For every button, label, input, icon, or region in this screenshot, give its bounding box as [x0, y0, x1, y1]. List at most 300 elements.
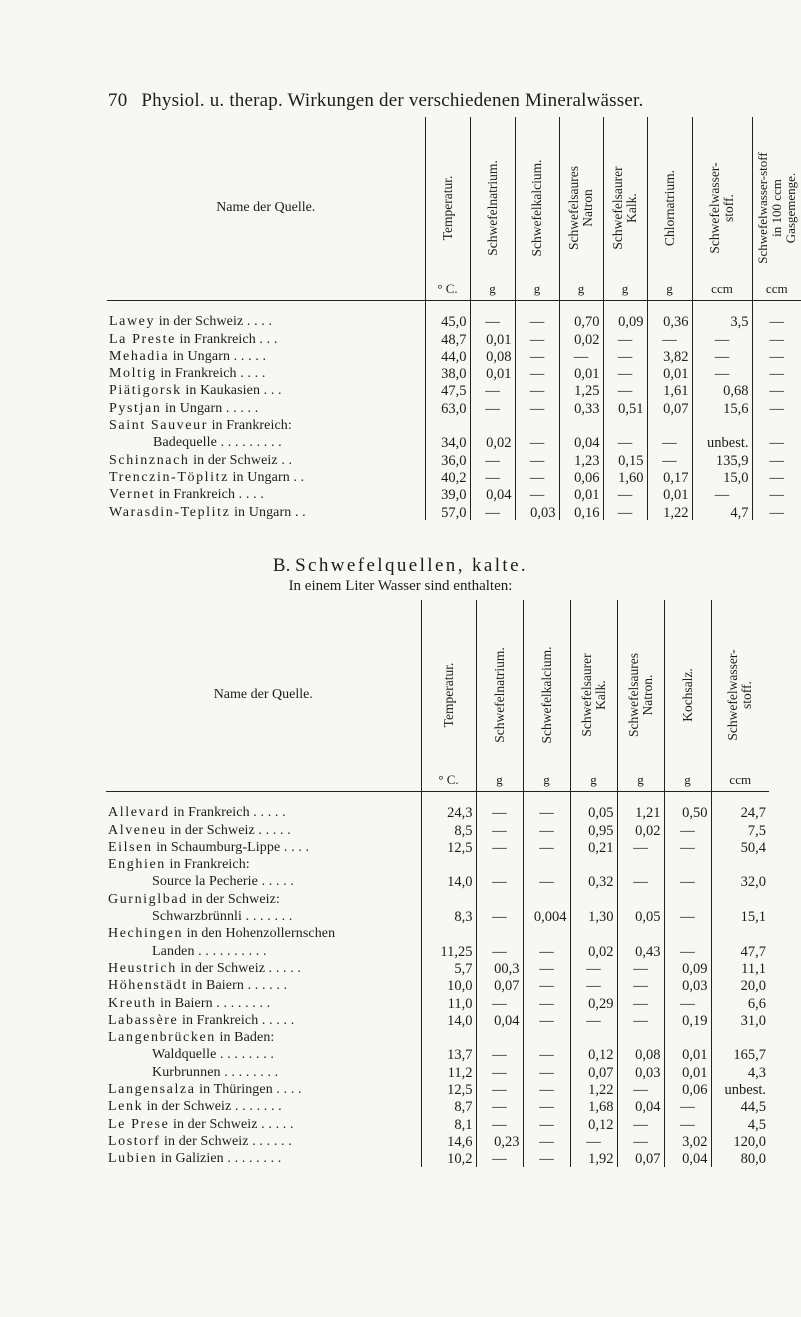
table-row [106, 804, 769, 821]
value-cell: 57,0 [425, 503, 470, 520]
value-cell: — [476, 838, 523, 855]
spring-place: Lostorf [108, 1133, 161, 1149]
section-title [0, 555, 801, 577]
section-heading: Schwefelquellen, kalte. [295, 555, 529, 576]
value-cell: — [476, 994, 523, 1011]
table-row [106, 1098, 769, 1115]
value-cell: 4,3 [711, 1063, 769, 1080]
value-cell: 1,25 [559, 382, 603, 399]
value-cell [523, 1028, 570, 1045]
value-cell: — [523, 1098, 570, 1115]
column-header: Schwefelwasser-stoff in 100 ccm Gasgemenge. ccm [752, 117, 801, 300]
value-cell [711, 1028, 769, 1045]
value-cell: 0,07 [647, 399, 692, 416]
value-cell: — [647, 451, 692, 468]
value-cell: 14,0 [421, 873, 476, 890]
column-header: Schwefelsaures Natron. g [617, 600, 664, 791]
column-header: Chlornatrium. g [647, 117, 692, 300]
value-cell: 63,0 [425, 399, 470, 416]
table-row [106, 838, 769, 855]
value-cell: — [664, 873, 711, 890]
spring-name [107, 468, 425, 485]
spring-name [106, 1098, 421, 1115]
value-cell [425, 416, 470, 433]
value-cell: — [617, 959, 664, 976]
value-cell [664, 890, 711, 907]
value-cell: 0,07 [476, 976, 523, 993]
value-cell: 0,03 [664, 976, 711, 993]
spring-location: in Galizien . . . . . . . . [157, 1151, 282, 1167]
value-cell: 3,02 [664, 1132, 711, 1149]
value-cell: 0,16 [559, 503, 603, 520]
value-cell: — [476, 1063, 523, 1080]
table-row [106, 1011, 769, 1028]
value-cell: 15,6 [692, 399, 752, 416]
spring-place: Warasdin-Teplitz [109, 504, 231, 520]
value-cell: 0,01 [647, 485, 692, 502]
value-cell: 0,01 [470, 364, 515, 381]
spring-location: in Thüringen . . . . [195, 1082, 302, 1098]
value-cell: — [515, 382, 559, 399]
value-cell: 32,0 [711, 873, 769, 890]
value-cell [570, 855, 617, 872]
value-cell: 0,23 [476, 1132, 523, 1149]
spring-name [106, 1132, 421, 1149]
value-cell: 11,0 [421, 994, 476, 1011]
value-cell: — [523, 942, 570, 959]
value-cell: 8,3 [421, 907, 476, 924]
column-header: Schwefelnatrium. g [476, 600, 523, 791]
value-cell: — [470, 313, 515, 330]
value-cell [570, 890, 617, 907]
spring-location: Kurbrunnen . . . . . . . . [152, 1064, 279, 1080]
value-cell: — [476, 821, 523, 838]
value-cell: 0,12 [570, 1046, 617, 1063]
spring-location: Landen . . . . . . . . . . [152, 943, 267, 959]
value-cell: — [523, 1115, 570, 1132]
value-cell [570, 925, 617, 942]
spring-name [106, 942, 421, 959]
table-row [107, 485, 801, 502]
spring-location: in der Schweiz . . . . . . . [143, 1099, 282, 1115]
value-cell: 11,1 [711, 959, 769, 976]
value-cell: — [752, 399, 801, 416]
value-cell: — [523, 1046, 570, 1063]
value-cell: — [523, 1132, 570, 1149]
value-cell: 11,2 [421, 1063, 476, 1080]
table-row [106, 959, 769, 976]
value-cell: 1,21 [617, 804, 664, 821]
spring-name [106, 1011, 421, 1028]
section-subtitle: In einem Liter Wasser sind enthalten: [288, 578, 513, 594]
value-cell: — [752, 451, 801, 468]
spring-name [106, 1046, 421, 1063]
value-cell [752, 416, 801, 433]
table-row [106, 907, 769, 924]
value-cell: 45,0 [425, 313, 470, 330]
value-cell: — [523, 1080, 570, 1097]
value-cell: — [692, 347, 752, 364]
table-row [106, 1063, 769, 1080]
value-cell: — [515, 330, 559, 347]
column-header: Schwefelwasser-stoff. ccm [711, 600, 769, 791]
value-cell: — [603, 434, 647, 451]
spring-place: Trenczin-Töplitz [109, 469, 229, 485]
value-cell: 1,68 [570, 1098, 617, 1115]
value-cell: — [570, 976, 617, 993]
value-cell: — [523, 1011, 570, 1028]
value-cell: 0,15 [603, 451, 647, 468]
value-cell: 0,36 [647, 313, 692, 330]
spring-location: in Schaumburg-Lippe . . . . [152, 839, 310, 855]
spring-place: Lubien [108, 1151, 158, 1167]
spring-name [106, 1080, 421, 1097]
value-cell: 1,61 [647, 382, 692, 399]
spring-place: La Preste [109, 331, 176, 347]
running-header [108, 90, 643, 112]
value-cell: 0,06 [664, 1080, 711, 1097]
value-cell [711, 925, 769, 942]
value-cell: 0,19 [664, 1011, 711, 1028]
spring-location: Source la Pecherie . . . . . [152, 874, 294, 890]
value-cell: 1,22 [570, 1080, 617, 1097]
value-cell: — [470, 503, 515, 520]
value-cell: — [752, 434, 801, 451]
column-header: Schwefelnatrium. g [470, 117, 515, 300]
value-cell: — [752, 503, 801, 520]
column-header: Temperatur. ° C. [425, 117, 470, 300]
spring-place: Kreuth [108, 995, 157, 1011]
spring-location: in Frankreich . . . . . [178, 1012, 295, 1028]
spring-place: Schinznach [109, 452, 190, 468]
value-cell: — [523, 994, 570, 1011]
value-cell: 40,2 [425, 468, 470, 485]
spring-name [106, 804, 421, 821]
table-row [107, 382, 801, 399]
value-cell: 1,60 [603, 468, 647, 485]
section-letter: B. [272, 555, 291, 576]
value-cell: — [523, 821, 570, 838]
value-cell: 0,08 [617, 1046, 664, 1063]
value-cell [664, 1028, 711, 1045]
spring-location: Badequelle . . . . . . . . . [153, 435, 282, 451]
column-header: Schwefelsaurer Kalk. g [570, 600, 617, 791]
value-cell: 47,7 [711, 942, 769, 959]
column-header: Schwefelkalcium. g [523, 600, 570, 791]
table-row [106, 942, 769, 959]
value-cell: — [664, 1115, 711, 1132]
value-cell: 0,17 [647, 468, 692, 485]
value-cell: — [515, 451, 559, 468]
value-cell: — [603, 364, 647, 381]
spring-place: Hechingen [108, 926, 184, 942]
value-cell: — [515, 347, 559, 364]
table-row [107, 451, 801, 468]
spring-location: in Ungarn . . . . . [169, 348, 267, 364]
table-row [106, 890, 769, 907]
spring-location: Schwarzbrünnli . . . . . . . [152, 909, 293, 925]
spring-name [106, 1028, 421, 1045]
value-cell: — [752, 313, 801, 330]
value-cell: 0,01 [664, 1046, 711, 1063]
value-cell [470, 416, 515, 433]
value-cell: 0,04 [559, 434, 603, 451]
value-cell: — [603, 330, 647, 347]
value-cell [421, 1028, 476, 1045]
value-cell: — [664, 1098, 711, 1115]
value-cell: 31,0 [711, 1011, 769, 1028]
spring-name [107, 451, 425, 468]
column-header: Schwefelsaurer Kalk. g [603, 117, 647, 300]
table-warm-sulphur-springs [107, 117, 801, 520]
value-cell: — [617, 976, 664, 993]
value-cell: — [476, 873, 523, 890]
value-cell: 120,0 [711, 1132, 769, 1149]
spring-location: in Kaukasien . . . [181, 383, 282, 399]
value-cell: 50,4 [711, 838, 769, 855]
value-cell: — [523, 1063, 570, 1080]
spring-place: Mehadia [109, 348, 170, 364]
spring-name [106, 1063, 421, 1080]
table-row [107, 313, 801, 330]
table-row [107, 468, 801, 485]
value-cell: 0,07 [570, 1063, 617, 1080]
spring-place: Langenbrücken [108, 1030, 216, 1046]
value-cell: — [470, 468, 515, 485]
value-cell: 1,92 [570, 1149, 617, 1166]
value-cell [515, 416, 559, 433]
spring-name [107, 347, 425, 364]
value-cell: 12,5 [421, 1080, 476, 1097]
value-cell: 0,06 [559, 468, 603, 485]
value-cell: 0,01 [470, 330, 515, 347]
value-cell: 14,6 [421, 1132, 476, 1149]
spring-name [107, 364, 425, 381]
spring-name [107, 399, 425, 416]
value-cell: — [692, 330, 752, 347]
spring-place: Pystjan [109, 400, 162, 416]
value-cell: — [617, 873, 664, 890]
value-cell: 0,95 [570, 821, 617, 838]
value-cell [476, 1028, 523, 1045]
spring-place: Lenk [108, 1099, 144, 1115]
value-cell: 0,04 [476, 1011, 523, 1028]
value-cell: — [523, 804, 570, 821]
spring-name [106, 959, 421, 976]
spring-place: Heustrich [108, 960, 177, 976]
value-cell: 14,0 [421, 1011, 476, 1028]
value-cell [692, 416, 752, 433]
value-cell [523, 890, 570, 907]
value-cell: 0,03 [617, 1063, 664, 1080]
value-cell: 0,01 [664, 1063, 711, 1080]
spring-location: in der Schweiz . . . . . . [160, 1133, 292, 1149]
spring-place: Lawey [109, 314, 156, 330]
value-cell: 13,7 [421, 1046, 476, 1063]
value-cell: 0,51 [603, 399, 647, 416]
value-cell: 0,07 [617, 1149, 664, 1166]
spring-location: in der Schweiz . . . . . [166, 822, 291, 838]
spring-name [107, 434, 425, 451]
value-cell [617, 1028, 664, 1045]
value-cell: 165,7 [711, 1046, 769, 1063]
spring-name [106, 994, 421, 1011]
value-cell [523, 925, 570, 942]
value-cell: 48,7 [425, 330, 470, 347]
value-cell [476, 855, 523, 872]
table-row [107, 364, 801, 381]
spring-location: in der Schweiz . . . . . [176, 960, 302, 976]
value-cell [603, 416, 647, 433]
value-cell: — [476, 1149, 523, 1166]
name-column-header: Name der Quelle. [107, 117, 425, 300]
value-cell: — [515, 468, 559, 485]
value-cell: — [664, 942, 711, 959]
value-cell: 5,7 [421, 959, 476, 976]
value-cell [617, 855, 664, 872]
spring-place: Langensalza [108, 1082, 196, 1098]
table-row [107, 399, 801, 416]
value-cell: 44,0 [425, 347, 470, 364]
value-cell: 0,70 [559, 313, 603, 330]
value-cell: — [752, 485, 801, 502]
table-row [107, 330, 801, 347]
spring-location: in der Schweiz . . . . . [169, 1116, 294, 1132]
spring-name [106, 873, 421, 890]
value-cell: — [476, 942, 523, 959]
value-cell [647, 416, 692, 433]
value-cell: 15,1 [711, 907, 769, 924]
table-row [106, 925, 769, 942]
spring-place: Alveneu [108, 822, 167, 838]
value-cell: — [476, 804, 523, 821]
spring-location: in Frankreich: [165, 857, 250, 873]
value-cell: — [617, 838, 664, 855]
spring-name [106, 1149, 421, 1166]
spring-location: in Baiern . . . . . . [187, 978, 288, 994]
value-cell: 0,29 [570, 994, 617, 1011]
value-cell: — [617, 1132, 664, 1149]
table-row [106, 1132, 769, 1149]
value-cell: — [664, 994, 711, 1011]
value-cell: — [664, 907, 711, 924]
value-cell [476, 925, 523, 942]
value-cell: — [476, 907, 523, 924]
spring-place: Allevard [108, 805, 170, 821]
value-cell: — [515, 313, 559, 330]
value-cell: — [692, 485, 752, 502]
value-cell [664, 925, 711, 942]
column-header: Temperatur. ° C. [421, 600, 476, 791]
spring-location: in Frankreich . . . [175, 331, 278, 347]
table-row [106, 976, 769, 993]
value-cell: — [603, 503, 647, 520]
spring-place: Gurniglbad [108, 891, 188, 907]
value-cell: 20,0 [711, 976, 769, 993]
value-cell: — [752, 330, 801, 347]
spring-location: in Frankreich . . . . [156, 366, 266, 382]
value-cell: — [647, 434, 692, 451]
spring-name [106, 821, 421, 838]
spring-location: in Baden: [215, 1030, 275, 1046]
value-cell: — [752, 468, 801, 485]
value-cell: 0,32 [570, 873, 617, 890]
value-cell: 24,7 [711, 804, 769, 821]
spring-location: Waldquelle . . . . . . . . [152, 1047, 275, 1063]
spring-name [106, 976, 421, 993]
spring-location: in der Schweiz . . . . [155, 314, 273, 330]
value-cell: — [692, 364, 752, 381]
value-cell [421, 855, 476, 872]
column-header: Schwefelkalcium. g [515, 117, 559, 300]
value-cell: 0,004 [523, 907, 570, 924]
spring-place: Moltig [109, 366, 157, 382]
value-cell: 39,0 [425, 485, 470, 502]
value-cell: — [570, 959, 617, 976]
value-cell: — [476, 1080, 523, 1097]
spring-name [107, 416, 425, 433]
value-cell [476, 890, 523, 907]
value-cell: 1,22 [647, 503, 692, 520]
table-row [107, 503, 801, 520]
value-cell: — [515, 434, 559, 451]
value-cell: 38,0 [425, 364, 470, 381]
value-cell: — [470, 382, 515, 399]
spring-location: in Ungarn . . [230, 504, 306, 520]
spring-place: Saint Sauveur [109, 418, 208, 434]
value-cell: 12,5 [421, 838, 476, 855]
value-cell [617, 925, 664, 942]
value-cell: 4,5 [711, 1115, 769, 1132]
spring-place: Höhenstädt [108, 978, 188, 994]
name-column-header: Name der Quelle. [106, 600, 421, 791]
value-cell: unbest. [711, 1080, 769, 1097]
value-cell: 0,68 [692, 382, 752, 399]
spring-location: in Ungarn . . [228, 469, 305, 485]
value-cell: — [523, 873, 570, 890]
table-row [106, 994, 769, 1011]
spring-place: Le Prese [108, 1116, 170, 1132]
spring-name [107, 485, 425, 502]
table-row [106, 1080, 769, 1097]
value-cell [523, 855, 570, 872]
spring-name [106, 855, 421, 872]
value-cell: 0,33 [559, 399, 603, 416]
value-cell: 00,3 [476, 959, 523, 976]
spring-name [107, 330, 425, 347]
value-cell: — [523, 959, 570, 976]
value-cell: 0,01 [647, 364, 692, 381]
spring-location: in Frankreich . . . . [155, 487, 264, 503]
value-cell: 0,04 [617, 1098, 664, 1115]
value-cell: — [523, 1149, 570, 1166]
value-cell: 0,12 [570, 1115, 617, 1132]
value-cell: — [523, 976, 570, 993]
value-cell [421, 890, 476, 907]
spring-location: in Ungarn . . . . . [161, 400, 259, 416]
table-row [107, 434, 801, 451]
table-cold-sulphur-springs [106, 600, 769, 1167]
spring-name [106, 838, 421, 855]
table-row [107, 416, 801, 433]
value-cell: — [617, 1011, 664, 1028]
value-cell: — [476, 1115, 523, 1132]
value-cell: 0,04 [664, 1149, 711, 1166]
value-cell: — [617, 994, 664, 1011]
value-cell: — [470, 451, 515, 468]
spring-name [106, 907, 421, 924]
value-cell: 1,23 [559, 451, 603, 468]
